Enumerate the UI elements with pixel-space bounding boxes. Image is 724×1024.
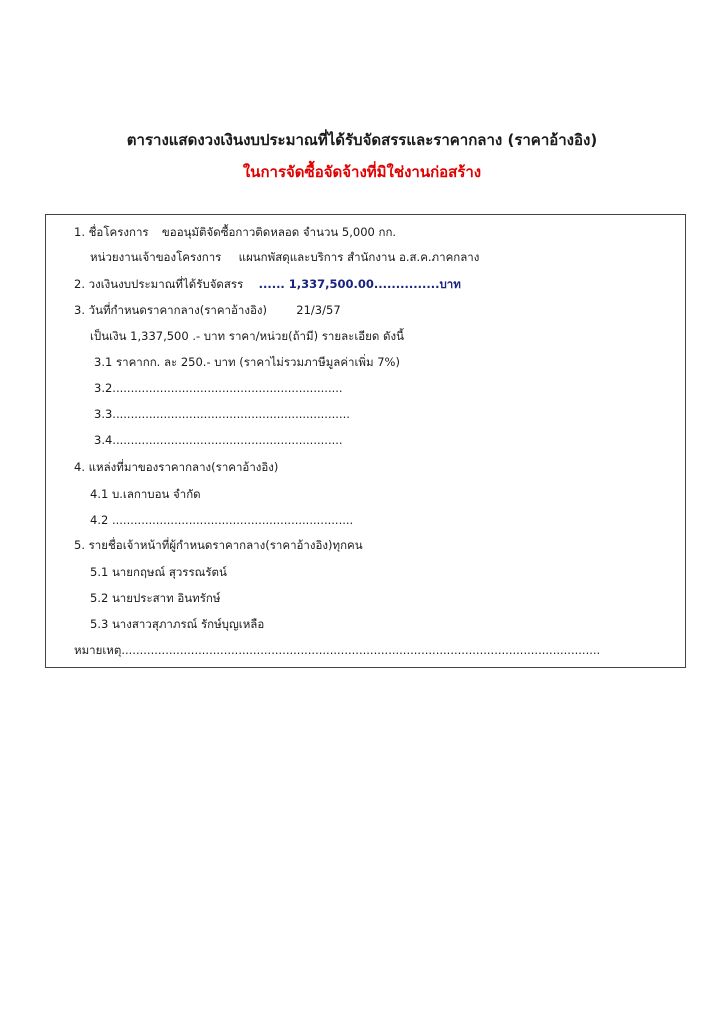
remark-line: หมายเหตุ................................................................................................................................... bbox=[74, 643, 601, 657]
budget-value: ...... 1,337,500.00...............บาท bbox=[258, 277, 461, 291]
item-3-3: 3.3................................................................. bbox=[94, 407, 350, 421]
amount-line: เป็นเงิน 1,337,500 .- บาท ราคา/หน่วย(ถ้ามี) รายละเอียด ดังนี้ bbox=[90, 329, 404, 343]
page-title: ตารางแสดงวงเงินงบประมาณที่ได้รับจัดสรรและราคากลาง (ราคาอ้างอิง) bbox=[126, 131, 598, 149]
details-box bbox=[45, 214, 686, 668]
project-value: ขออนุมัติจัดซื้อกาวติดหลอด จำนวน 5,000 กก. bbox=[161, 225, 397, 239]
item-3-2: 3.2............................................................... bbox=[94, 381, 343, 395]
date-label: 3. วันที่กำหนดราคากลาง(ราคาอ้างอิง) bbox=[74, 303, 267, 317]
item-4-2: 4.2 .................................................................. bbox=[90, 513, 354, 527]
item-3-4: 3.4............................................................... bbox=[94, 433, 343, 447]
source-label: 4. แหล่งที่มาของราคากลาง(ราคาอ้างอิง) bbox=[74, 460, 279, 474]
budget-label: 2. วงเงินงบประมาณที่ได้รับจัดสรร bbox=[74, 277, 244, 291]
item-5-1: 5.1 นายกฤษณ์ สุวรรณรัตน์ bbox=[90, 565, 227, 579]
item-4-1: 4.1 บ.เลกาบอน จำกัด bbox=[90, 487, 201, 501]
date-line bbox=[74, 303, 341, 317]
owner-line bbox=[90, 250, 479, 264]
date-value: 21/3/57 bbox=[296, 303, 341, 317]
owner-label: หน่วยงานเจ้าของโครงการ bbox=[90, 250, 222, 264]
item-3-1: 3.1 ราคากก. ละ 250.- บาท (ราคาไม่รวมภาษีมูลค่าเพิ่ม 7%) bbox=[94, 355, 400, 369]
budget-line bbox=[74, 277, 461, 291]
item-5-3: 5.3 นางสาวสุภาภรณ์ รักษ์บุญเหลือ bbox=[90, 617, 265, 631]
project-label: 1. ชื่อโครงการ bbox=[74, 225, 149, 239]
owner-value: แผนกพัสดุและบริการ สำนักงาน อ.ส.ค.ภาคกลาง bbox=[238, 250, 480, 264]
staff-label: 5. รายชื่อเจ้าหน้าที่ผู้กำหนดราคากลาง(ราคาอ้างอิง)ทุกคน bbox=[74, 538, 363, 552]
item-5-2: 5.2 นายประสาท อินทรักษ์ bbox=[90, 591, 221, 605]
project-line bbox=[74, 225, 396, 239]
page-subtitle: ในการจัดซื้อจัดจ้างที่มิใช่งานก่อสร้าง bbox=[242, 163, 482, 181]
